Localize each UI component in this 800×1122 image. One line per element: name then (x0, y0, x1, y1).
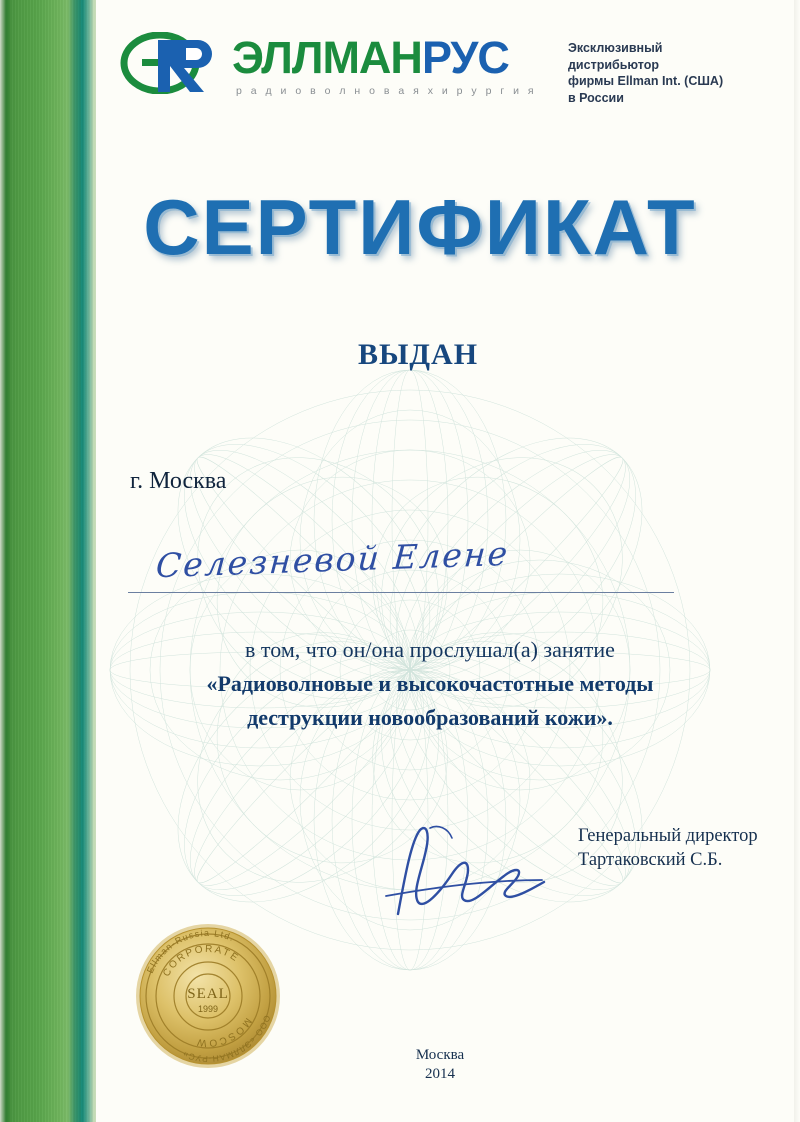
seal-center-year: 1999 (197, 1004, 219, 1014)
city-line: г. Москва (130, 468, 227, 494)
course-title-line2: деструкции новообразований кожи». (247, 705, 613, 730)
distributor-note-line1: Эксклюзивный (568, 41, 663, 55)
body-text (60, 634, 800, 734)
seal-ring-text: CORPORATE (161, 943, 242, 979)
certificate-title: СЕРТИФИКАТ (143, 183, 697, 271)
brand-tagline: р а д и о в о л н о в а я х и р у р г и я (236, 85, 537, 97)
brand-part2: РУС (421, 32, 509, 83)
brand-wordmark (232, 32, 537, 84)
right-paper-edge (794, 0, 800, 1122)
distributor-note-line2: дистрибьютор (568, 57, 660, 72)
distributor-note (568, 40, 778, 106)
footer-year: 2014 (425, 1066, 455, 1082)
signatory-name: Тартаковский С.Б. (578, 850, 723, 870)
recipient-name-handwritten: Селезневой Елене (154, 533, 511, 586)
left-paper-edge (0, 0, 10, 1122)
distributor-note-line3: фирмы Ellman Int. (США) (568, 74, 724, 88)
body-intro: в том, что он/она прослушал(а) занятие (245, 637, 615, 662)
footer-city: Москва (415, 1047, 465, 1063)
handwritten-signature-icon (360, 818, 570, 928)
seal-outer-text: Ellman-Russia Ltd. (144, 927, 237, 975)
seal-center-text: SEAL (187, 986, 229, 1002)
issued-word: ВЫДАН (357, 338, 479, 371)
recipient-name-underline (128, 592, 674, 593)
header (120, 28, 770, 138)
signatory-block (578, 824, 758, 872)
signatory-role: Генеральный директор (578, 826, 758, 846)
seal-bottom-outer-text: ООО «ЭЛЛМАН-РУС» (180, 1013, 273, 1065)
seal-bottom-ring-text: MOSCOW (194, 1015, 254, 1049)
footer (300, 1046, 580, 1084)
ellman-er-monogram-icon (120, 32, 226, 94)
brand-part1: ЭЛЛМАН (232, 32, 422, 83)
gold-corporate-seal-icon (128, 916, 288, 1076)
left-blue-band (68, 0, 94, 1122)
brand-logo (120, 32, 537, 97)
course-title-line1: «Радиоволновые и высокочастотные методы (206, 671, 654, 696)
distributor-note-line4: в России (568, 90, 624, 105)
